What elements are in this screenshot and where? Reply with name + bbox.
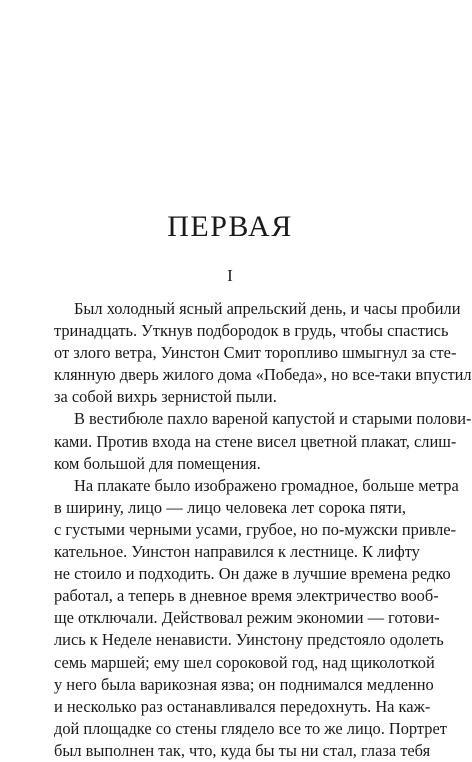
text-line: был выполнен так, что, куда бы ты ни стал, глаза тебя	[54, 740, 431, 760]
text-line: не стоило и подходить. Он даже в лучшие времена редко	[54, 564, 451, 584]
text-line: у него была варикозная язва; он поднимался медленно	[54, 674, 434, 694]
text-line: В вестибюле пахло вареной капустой и старыми полови-	[74, 409, 472, 429]
text-line: лись к Неделе ненависти. Уинстону предстояло одолеть	[54, 630, 444, 650]
text-line: с густыми черными усами, грубое, но по-мужски привле-	[54, 519, 457, 539]
text-line: ком большой для помещения.	[54, 453, 261, 473]
paragraph	[54, 298, 472, 408]
text-line: ще отключали. Действовал режим экономии — готови-	[54, 608, 440, 628]
text-line: работал, а теперь в дневное время электричество вооб-	[54, 586, 439, 606]
text-line: На плакате было изображено громадное, больше метра	[74, 475, 459, 495]
paragraph	[54, 475, 459, 762]
text-line: семь маршей; ему шел сороковой год, над щиколоткой	[54, 652, 435, 672]
text-line: за собой вихрь зернистой пыли.	[54, 387, 277, 407]
text-line: дой площадке со стены глядело все то же лицо. Портрет	[54, 718, 447, 738]
part-title: ПЕРВАЯ	[167, 210, 293, 243]
paragraph	[54, 408, 472, 474]
text-line: тринадцать. Уткнув подбородок в грудь, чтобы спастись	[54, 321, 449, 341]
text-line: ками. Против входа на стене висел цветной плакат, слиш-	[54, 431, 457, 451]
text-line: кательное. Уинстон направился к лестнице. К лифту	[54, 542, 420, 562]
chapter-number: I	[227, 266, 233, 285]
text-line: от злого ветра, Уинстон Смит торопливо шмыгнул за сте-	[54, 343, 457, 363]
text-line: клянную дверь жилого дома «Победа», но все-таки впустил	[54, 365, 472, 385]
text-line: в ширину, лицо — лицо человека лет сорока пяти,	[54, 497, 406, 517]
text-line: Был холодный ясный апрельский день, и часы пробили	[74, 299, 461, 318]
text-line: и несколько раз останавливался передохнуть. На каж-	[54, 696, 431, 716]
body-text	[54, 298, 472, 762]
